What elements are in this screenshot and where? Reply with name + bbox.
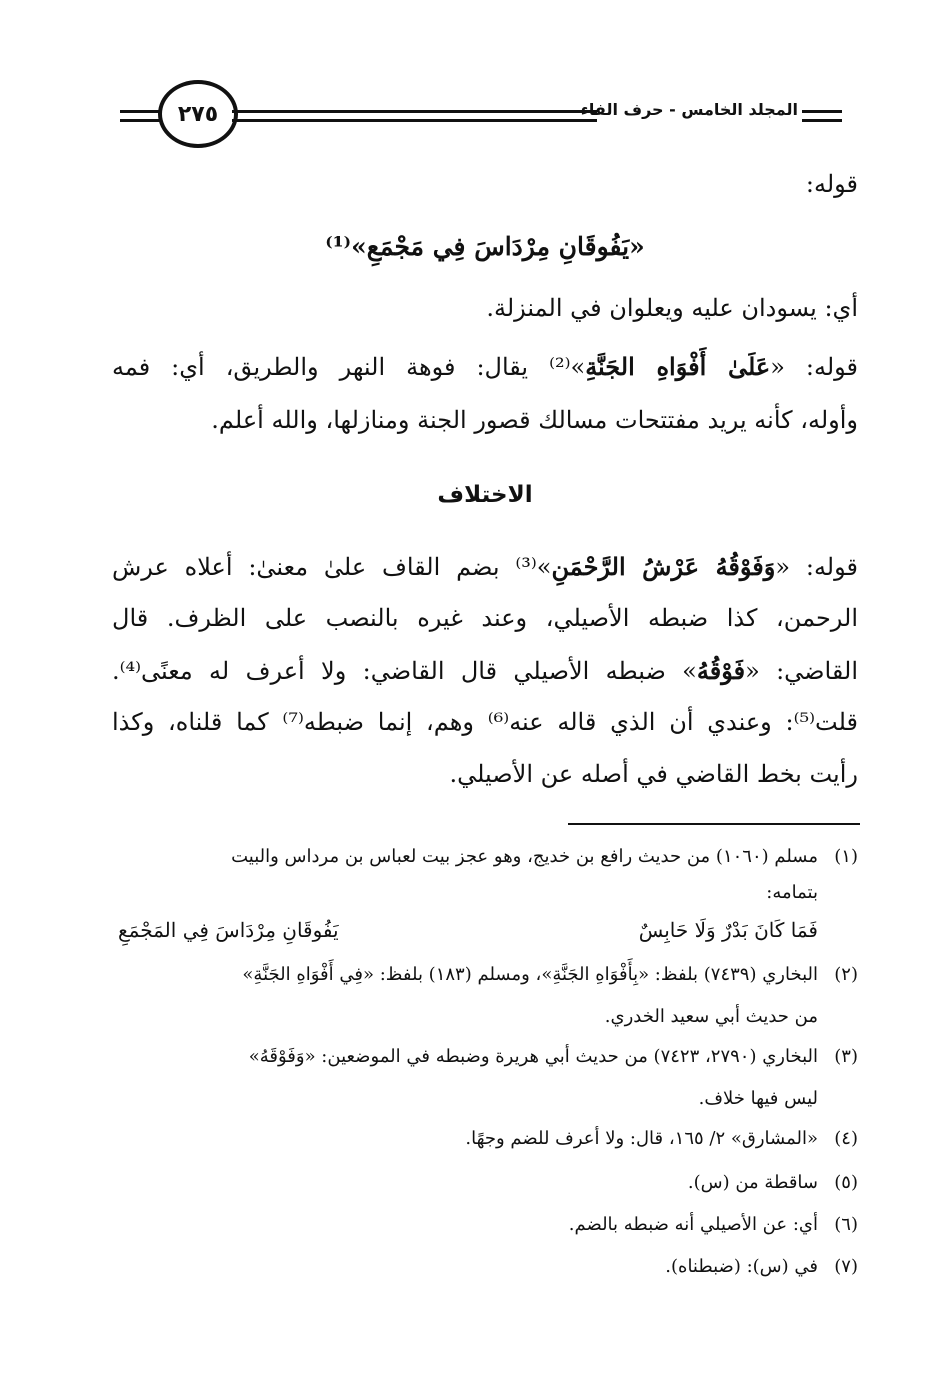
footnote-7 [118, 1256, 858, 1277]
footnote-number: (٤) [834, 1128, 858, 1149]
footnote-number: (٧) [834, 1256, 858, 1277]
footnote-1-continued: بتمامه: [766, 882, 818, 903]
footnote-number: (٢) [834, 964, 858, 985]
footnote-4 [118, 1128, 858, 1149]
text-line: أي: يسودان عليه ويعلوان في المنزلة. [486, 294, 858, 322]
footnote-number: (١) [834, 846, 858, 867]
running-title: المجلد الخامس - حرف الفاء [580, 100, 798, 119]
footnote-3-continued: ليس فيها خلاف. [698, 1088, 818, 1109]
footnote-text: أي: عن الأصيلي أنه ضبطه بالضم. [568, 1214, 818, 1235]
page-number [158, 80, 238, 148]
text-line [112, 552, 858, 581]
footnote-3 [118, 1046, 858, 1067]
footnote-2-continued: من حديث أبي سعيد الخدري. [604, 1006, 818, 1027]
footnote-2 [118, 964, 858, 985]
page-number-text: ٢٧٥ [177, 101, 219, 127]
text-line: رأيت بخط القاضي في أصله عن الأصيلي. [449, 760, 858, 788]
text-line: قلت⁽⁵⁾: وعندي أن الذي قاله عنه⁽⁶⁾ وهم، إنما ضبطه⁽⁷⁾ كما قلناه، وكذا [112, 708, 859, 736]
text-line [112, 656, 858, 685]
footnote-number: (٣) [834, 1046, 858, 1067]
quoted-phrase: عَلَىٰ أَفْوَاهِ الجَنَّةِ [585, 352, 771, 381]
footnote-6 [118, 1214, 858, 1235]
text-line: قوله: [805, 170, 858, 198]
text-line [112, 352, 858, 381]
section-heading: الاختلاف [437, 482, 533, 508]
text-line: وأوله، كأنه يريد مفتتحات مسالك قصور الجنة ومنازلها، والله أعلم. [211, 406, 858, 434]
poem-hemistich-second: يَفُوقَانِ مِرْدَاسَ فِي المَجْمَعِ [118, 918, 339, 942]
footnote-separator [568, 823, 860, 825]
footnote-5 [118, 1172, 858, 1193]
text-line: الرحمن، كذا ضبطه الأصيلي، وعند غيره بالنصب على الظرف. قال [112, 604, 858, 632]
header-rule-right [802, 110, 842, 122]
text-segment: »⁽²⁾ يقال: فوهة النهر والطريق، أي: فمه [112, 353, 586, 381]
text-segment: قوله: « [775, 553, 858, 581]
text-segment: قوله: « [770, 353, 859, 381]
footnote-text: ساقطة من (س). [687, 1172, 818, 1193]
poem-hemistich-first: فَمَا كَانَ بَدْرٌ وَلَا حَابِسٌ [638, 918, 818, 942]
text-segment: »⁽³⁾ بضم القاف علىٰ معنىٰ: أعلاه عرش [112, 553, 552, 581]
footnote-text: البخاري (٧٤٣٩) بلفظ: «بِأَفْوَاهِ الجَنَّةِ»، ومسلم (١٨٣) بلفظ: «فِي أَفْوَاهِ الجَنَّةِ» [242, 964, 818, 985]
verse-line: «يَفُوقَانِ مِرْدَاسَ فِي مَجْمَعِ»⁽¹⁾ [325, 232, 645, 261]
page-header [120, 78, 842, 158]
footnote-text: مسلم (١٠٦٠) من حديث رافع بن خديج، وهو عجز بيت لعباس بن مرداس والبيت [231, 846, 818, 867]
text-segment: القاضي: « [745, 657, 858, 685]
footnote-text: «المشارق» ٢/ ١٦٥، قال: ولا أعرف للضم وجهًا. [465, 1128, 818, 1149]
poem-verse [118, 918, 818, 942]
footnote-1 [118, 846, 858, 867]
footnote-number: (٦) [834, 1214, 858, 1235]
quoted-phrase: فَوْقُهُ [696, 656, 746, 685]
header-rule-middle [232, 110, 597, 122]
footnote-number: (٥) [834, 1172, 858, 1193]
footnote-text: في (س): (ضبطناه). [665, 1256, 818, 1277]
footnote-text: البخاري (٢٧٩٠، ٧٤٢٣) من حديث أبي هريرة وضبطه في الموضعين: «وَفَوْقَهُ» [248, 1046, 818, 1067]
text-segment: » ضبطه الأصيلي قال القاضي: ولا أعرف له معنًى⁽⁴⁾. [112, 657, 697, 685]
quoted-phrase: وَفَوْقُهُ عَرْشُ الرَّحْمَنِ [551, 552, 776, 581]
